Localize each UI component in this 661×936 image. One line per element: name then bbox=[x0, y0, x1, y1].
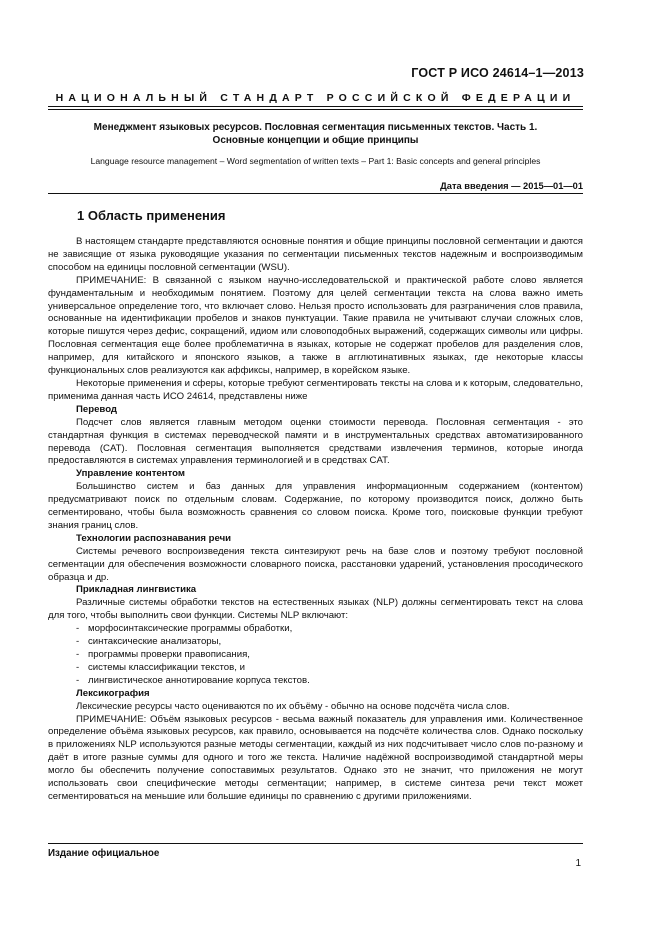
subheading-lexicography: Лексикография bbox=[76, 687, 150, 699]
list-item-text: морфосинтаксические программы обработки, bbox=[88, 623, 293, 635]
list-item bbox=[48, 623, 583, 636]
list-item-text: системы классификации текстов, и bbox=[88, 661, 245, 673]
list-dash: - bbox=[76, 636, 80, 648]
paragraph: Лексические ресурсы часто оцениваются по их объёму - обычно на основе подсчёта числа слов. bbox=[76, 700, 510, 712]
banner-rule bbox=[48, 109, 583, 110]
standard-banner: НАЦИОНАЛЬНЫЙ СТАНДАРТ РОССИЙСКОЙ ФЕДЕРАЦИИ bbox=[55, 92, 576, 104]
list-item bbox=[48, 675, 583, 688]
paragraph: Различные системы обработки текстов на естественных языках (NLP) должны сегментировать текст на слова для того, чтобы выполнить свои функции. Системы NLP включают: bbox=[48, 597, 583, 622]
nlp-systems-list bbox=[48, 623, 583, 688]
list-item-text: лингвистическое аннотирование корпуса текстов. bbox=[88, 674, 310, 686]
list-dash: - bbox=[76, 623, 80, 635]
section-body bbox=[48, 236, 583, 804]
subheading-applied-linguistics: Прикладная лингвистика bbox=[76, 584, 197, 596]
title-russian bbox=[48, 121, 583, 147]
title-russian-line-1: Менеджмент языковых ресурсов. Пословная сегментация письменных текстов. Часть 1. bbox=[93, 122, 538, 133]
paragraph: Некоторые применения и сферы, которые требуют сегментировать тексты на слова и к которым, следовательно, применима данная часть ИСО 24614, представлены ниже bbox=[48, 377, 583, 402]
paragraph: В настоящем стандарте представляются основные понятия и общие принципы пословной сегментации и даются не зависящие от языка руководящие указания по сегментации письменных текстов надежным и воспроизводимым способом на единицы пословной сегментации (WSU). bbox=[48, 236, 583, 273]
list-item bbox=[48, 662, 583, 675]
title-russian-line-2: Основные концепции и общие принципы bbox=[212, 135, 419, 146]
note-paragraph: ПРИМЕЧАНИЕ: Объём языковых ресурсов - весьма важный показатель для управления ими. Количественное определение объёма языковых ресурсов, как правило, основывается на подсчёте количества слов. Однако поскольку в приложениях NLP используются разные методы сегментации, каждый из них подсчитывает число слов по-разному и даёт в итоге разные суммы для одного и того же текста. Наличие надёжной воспроизводимой стандартной меры могло бы обеспечить получение сопоставимых результатов. Однако это не значит, что приложения не могут использовать свои специфические методы сегментации; например, в системе синтеза речи текст может сегментироваться на меньшие или большие единицы по сравнению с другими приложениями. bbox=[48, 713, 583, 802]
list-item-text: программы проверки правописания, bbox=[88, 649, 250, 660]
banner-rule bbox=[48, 106, 583, 107]
note-paragraph: ПРИМЕЧАНИЕ: В связанной с языком научно-исследовательской и практической работе слово является фундаментальным и необходимым понятием. Поэтому для целей сегментации текста на слова важно иметь универсальное определение того, что включает слово. Нельзя просто использовать для разграничения слов правила, основанные на идентификации пробелов и знаков пунктуации. Такие правила не учитывают случаи сложных слов, которые пишутся через дефис, сокращений, идиом или словоподобных выражений, содержащих символы или цифры. Пословная сегментация еще более проблематична в языках, которые не содержат пробелов для разделения слов, например, для китайского и японского языков, а также в агглютинативных языках, где некоторые классы функциональных слов реализуются как аффиксы, например, в корейском языке. bbox=[48, 274, 583, 377]
list-dash: - bbox=[76, 674, 80, 686]
footer-rule bbox=[48, 843, 583, 844]
paragraph: Системы речевого воспроизведения текста синтезируют речь на базе слов и поэтому требуют пословной сегментации для обеспечения возможности словарного поиска, расстановки ударений, установления просодического образца и др. bbox=[48, 545, 583, 583]
document-number: ГОСТ Р ИСО 24614–1—2013 bbox=[411, 66, 584, 80]
section-title: 1 Область применения bbox=[77, 208, 226, 223]
list-dash: - bbox=[76, 661, 80, 673]
paragraph: Подсчет слов является главным методом оценки стоимости перевода. Пословная сегментация - это стандартная функция в системах переводческой памяти и в инструментальных средствах автоматизированного перевода (CAT). Пословная сегментация выполняется средствами извлечения терминов, которые иногда предоставляются в системах управления терминологией и в средствах CAT. bbox=[48, 416, 583, 467]
list-item bbox=[48, 649, 583, 662]
introduction-date: Дата введения — 2015—01—01 bbox=[440, 181, 583, 191]
list-dash: - bbox=[76, 649, 80, 660]
page-number: 1 bbox=[575, 858, 581, 869]
title-english: Language resource management – Word segmentation of written texts – Part 1: Basic concepts and general principles bbox=[90, 156, 541, 166]
subheading-translation: Перевод bbox=[76, 403, 118, 415]
official-edition-label: Издание официальное bbox=[48, 848, 160, 859]
list-item-text: синтаксические анализаторы, bbox=[88, 636, 222, 648]
paragraph: Большинство систем и баз данных для управления информационным содержанием (контентом) предусматривают поиск по отдельным словам. Содержание, по которому производится поиск, должно быть сегментировано, чтобы была возможность сравнения со словом поиска. Кроме того, поисковые функции требуют знания границ слов. bbox=[48, 481, 583, 531]
subheading-content-management: Управление контентом bbox=[76, 468, 185, 480]
subheading-speech-technologies: Технологии распознавания речи bbox=[76, 532, 232, 544]
date-rule bbox=[48, 193, 583, 194]
list-item bbox=[48, 636, 583, 649]
